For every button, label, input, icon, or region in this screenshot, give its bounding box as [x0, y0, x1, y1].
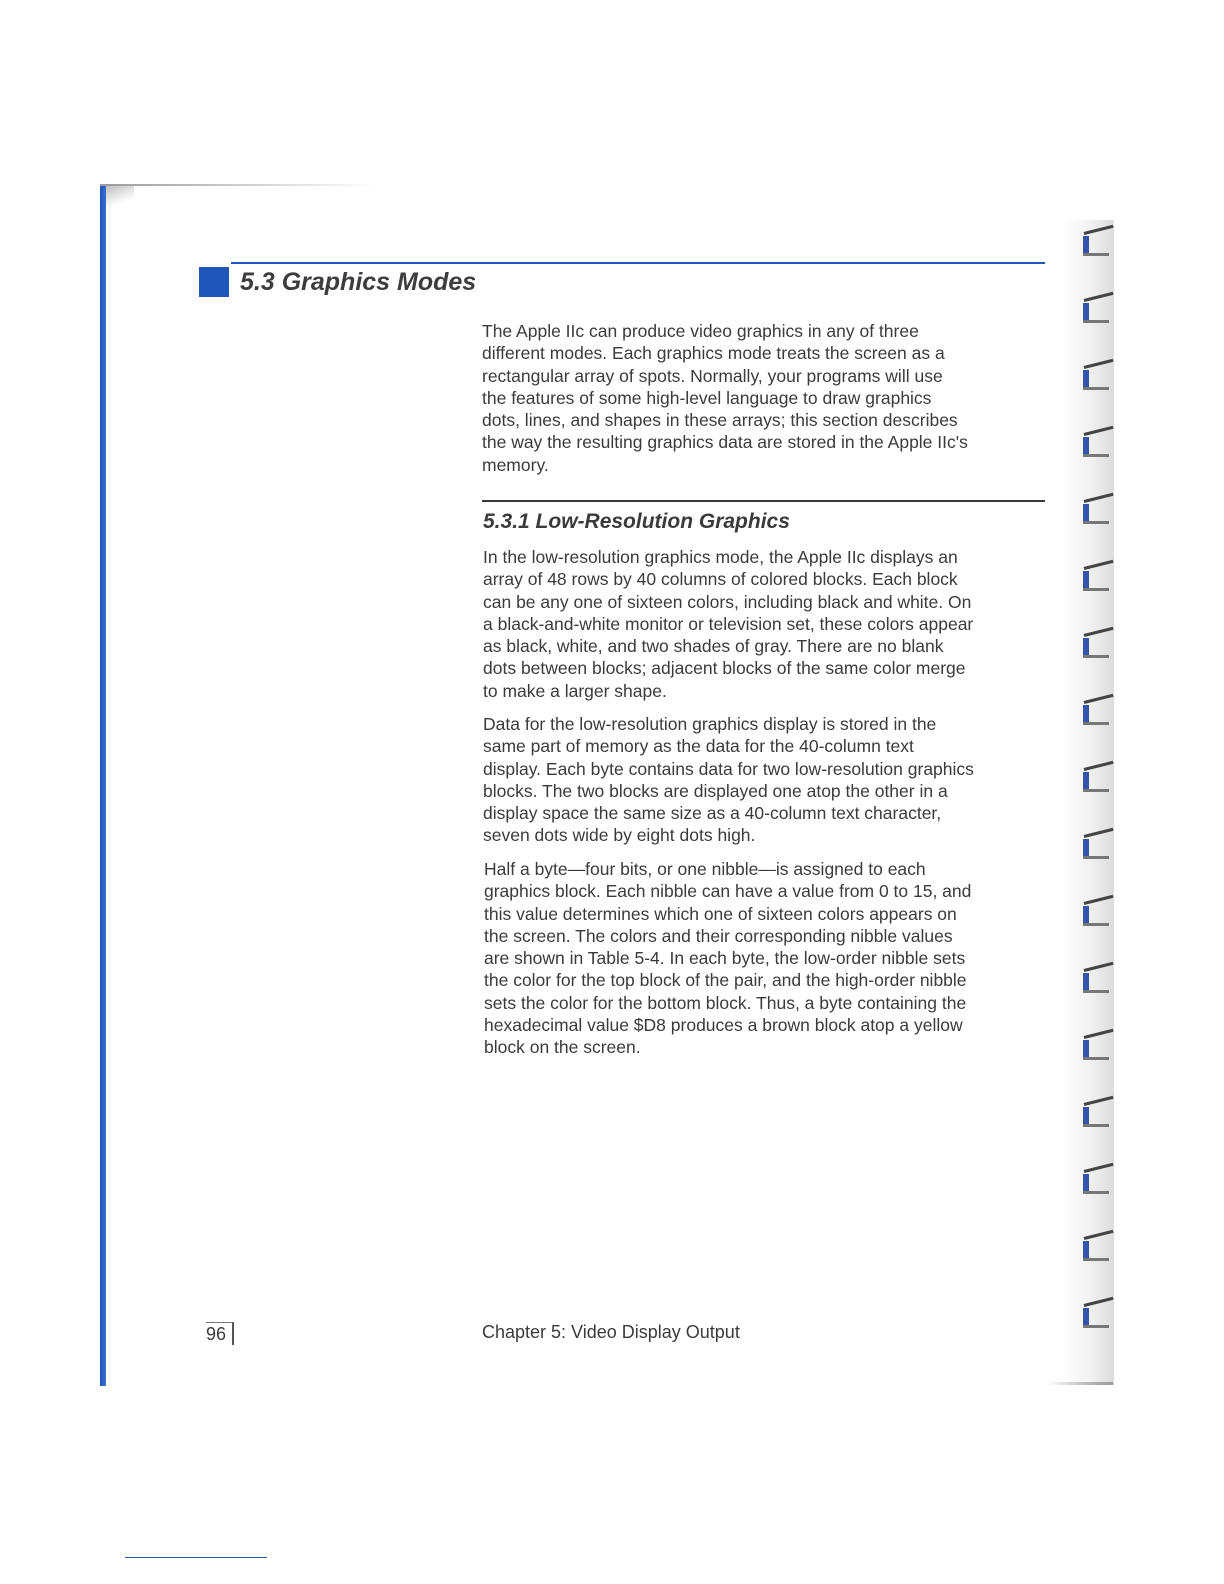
subsection-rule: [482, 500, 1045, 502]
paragraph-2: [483, 713, 1048, 847]
text-line: different modes. Each graphics mode treats the screen as a: [482, 343, 945, 364]
binding-coil: [1080, 1036, 1114, 1062]
text-line: dots between blocks; adjacent blocks of the same color merge: [483, 658, 966, 679]
binding-coil: [1080, 1170, 1114, 1196]
subsection-title: 5.3.1 Low-Resolution Graphics: [483, 510, 790, 533]
binding-coil: [1080, 567, 1114, 593]
text-line: Half a byte—four bits, or one nibble—is assigned to each: [484, 859, 926, 879]
binding-coil: [1080, 1237, 1114, 1263]
text-line: are shown in Table 5-4. In each byte, the low-order nibble sets: [484, 948, 966, 969]
section-rule: [231, 262, 1045, 264]
text-line: as black, white, and two shades of gray. There are no blank: [483, 636, 944, 657]
text-line: to make a larger shape.: [483, 680, 667, 701]
text-line: array of 48 rows by 40 columns of colored blocks. Each block: [483, 569, 958, 590]
text-line: dots, lines, and shapes in these arrays; this section describes: [482, 410, 958, 431]
text-line: sets the color for the bottom block. Thus, a byte containing the: [484, 992, 967, 1013]
page-number: 96: [206, 1322, 234, 1345]
page-left-edge: [100, 186, 106, 1386]
binding-coil: [1080, 701, 1114, 727]
binding-coil: [1080, 1304, 1114, 1330]
section-marker: [199, 267, 229, 297]
text-line: block on the screen.: [484, 1037, 641, 1058]
text-line: a black-and-white monitor or television set, these colors appear: [483, 613, 974, 634]
section-title: 5.3 Graphics Modes: [240, 268, 477, 296]
text-line: this value determines which one of sixteen colors appears on: [484, 903, 957, 924]
text-line: the features of some high-level language to draw graphics: [482, 387, 932, 408]
binding-coil: [1080, 902, 1114, 928]
text-line: Data for the low-resolution graphics display is stored in the: [483, 714, 937, 734]
text-line: memory.: [482, 454, 549, 475]
binding-coil: [1080, 232, 1114, 258]
paragraph-1: [483, 546, 1048, 702]
page-top-corner: [104, 186, 134, 214]
spiral-binding: [1062, 220, 1114, 1385]
text-line: The Apple IIc can produce video graphics in any of three: [482, 321, 919, 341]
text-line: blocks. The two blocks are displayed one atop the other in a: [483, 780, 948, 801]
page-top-edge: [100, 184, 380, 186]
page-bottom-shadow: [1045, 1382, 1113, 1385]
paragraph-3: [484, 858, 1049, 1059]
binding-coil: [1080, 500, 1114, 526]
intro-paragraph: [482, 320, 1047, 476]
text-line: hexadecimal value $D8 produces a brown block atop a yellow: [484, 1015, 963, 1036]
binding-coil: [1080, 366, 1114, 392]
text-line: display space the same size as a 40-column text character,: [483, 803, 942, 824]
text-line: the way the resulting graphics data are stored in the Apple IIc's: [482, 432, 968, 453]
text-line: same part of memory as the data for the 40-column text: [483, 736, 914, 757]
text-line: the color for the top block of the pair, and the high-order nibble: [484, 970, 967, 991]
binding-coil: [1080, 299, 1114, 325]
binding-coil: [1080, 969, 1114, 995]
binding-coil: [1080, 835, 1114, 861]
text-line: can be any one of sixteen colors, including black and white. On: [483, 591, 972, 612]
text-line: the screen. The colors and their corresponding nibble values: [484, 925, 953, 946]
scan-artifact-line: [125, 1557, 267, 1558]
running-footer: Chapter 5: Video Display Output: [482, 1322, 740, 1342]
text-line: In the low-resolution graphics mode, the Apple IIc displays an: [483, 547, 958, 567]
text-line: display. Each byte contains data for two low-resolution graphics: [483, 758, 974, 779]
text-line: seven dots wide by eight dots high.: [483, 825, 756, 846]
binding-coil: [1080, 768, 1114, 794]
binding-coil: [1080, 634, 1114, 660]
binding-coil: [1080, 1103, 1114, 1129]
text-line: rectangular array of spots. Normally, your programs will use: [482, 365, 943, 386]
text-line: graphics block. Each nibble can have a value from 0 to 15, and: [484, 881, 972, 902]
binding-coil: [1080, 433, 1114, 459]
